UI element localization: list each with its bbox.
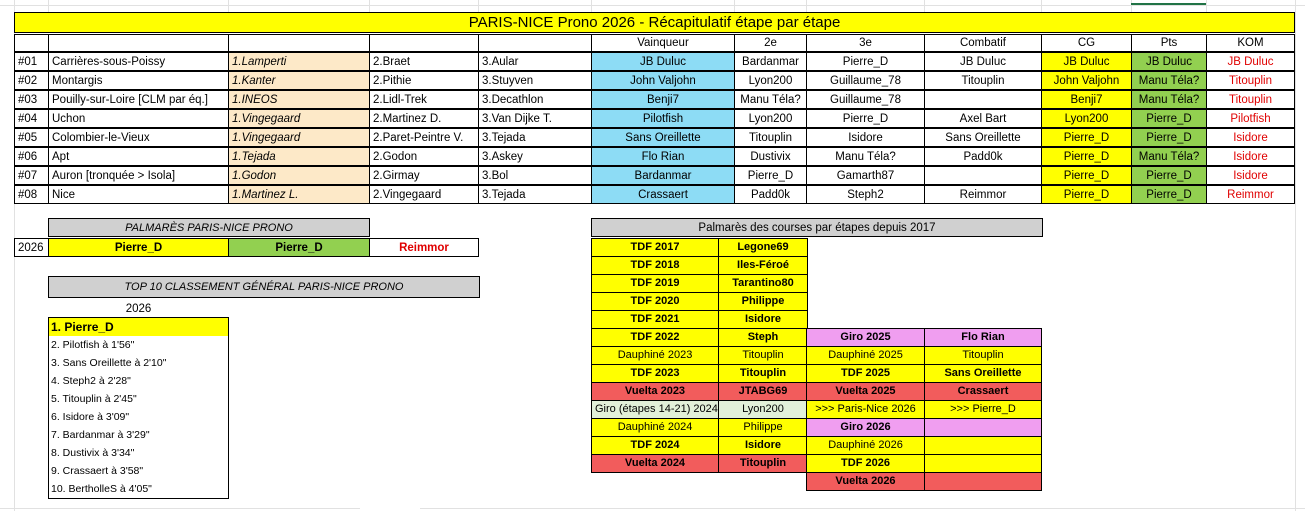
- header-empty-name: [48, 34, 229, 52]
- stage-cell-kom: Isidore: [1206, 166, 1295, 185]
- stage-cell-pts: JB Duluc: [1131, 52, 1207, 71]
- stage-cell-winner: Crassaert: [591, 185, 735, 204]
- stage-cell-winner: Flo Rian: [591, 147, 735, 166]
- stage-cell-p3: 3.Tejada: [478, 185, 592, 204]
- course-winner: JTABG69: [718, 382, 808, 401]
- course-winner: Crassaert: [924, 382, 1042, 401]
- course-race: Dauphiné 2025: [806, 346, 925, 365]
- stage-cell-name: Pouilly-sur-Loire [CLM par éq.]: [48, 90, 229, 109]
- course-winner: Legone69: [718, 238, 808, 257]
- course-race: Giro (étapes 14-21) 2024: [591, 400, 719, 419]
- header-cg: CG: [1041, 34, 1132, 52]
- header-3e: 3e: [806, 34, 925, 52]
- stage-cell-kom: Pilotfish: [1206, 109, 1295, 128]
- palmares-courses-title: Palmarès des courses par étapes depuis 2017: [591, 218, 1043, 237]
- stage-cell-p2: 2.Lidl-Trek: [369, 90, 479, 109]
- stage-cell-p1: 1.Tejada: [228, 147, 370, 166]
- course-winner: Steph: [718, 328, 808, 347]
- course-race: TDF 2025: [806, 364, 925, 383]
- stage-cell-kom: Titouplin: [1206, 71, 1295, 90]
- stage-cell-kom: Titouplin: [1206, 90, 1295, 109]
- stage-cell-p1: 1.INEOS: [228, 90, 370, 109]
- stage-cell-p1: 1.Godon: [228, 166, 370, 185]
- stage-cell-p3: 3.Bol: [478, 166, 592, 185]
- stage-cell-name: Colombier-le-Vieux: [48, 128, 229, 147]
- header-2e: 2e: [734, 34, 807, 52]
- course-race: TDF 2020: [591, 292, 719, 311]
- course-race: TDF 2022: [591, 328, 719, 347]
- header-kom: KOM: [1206, 34, 1295, 52]
- stage-cell-third: Pierre_D: [806, 109, 925, 128]
- stage-cell-name: Auron [tronquée > Isola]: [48, 166, 229, 185]
- course-winner: Titouplin: [718, 364, 808, 383]
- top10-row: 6. Isidore à 3'09": [51, 411, 130, 423]
- stage-cell-num: #01: [14, 52, 49, 71]
- course-race: TDF 2021: [591, 310, 719, 329]
- palmares-prono-kom: Reimmor: [369, 238, 479, 257]
- course-winner: [924, 472, 1042, 491]
- stage-cell-combatif: Titouplin: [924, 71, 1042, 90]
- course-race: Vuelta 2023: [591, 382, 719, 401]
- top10-list: [48, 317, 229, 499]
- top10-row: 9. Crassaert à 3'58": [51, 465, 144, 477]
- stage-cell-pts: Manu Téla?: [1131, 90, 1207, 109]
- course-winner: Titouplin: [718, 346, 808, 365]
- stage-cell-combatif: [924, 166, 1042, 185]
- stage-cell-p3: 3.Decathlon: [478, 90, 592, 109]
- course-winner: [924, 418, 1042, 437]
- course-winner: Tarantino80: [718, 274, 808, 293]
- header-empty-num: [14, 34, 49, 52]
- stage-cell-num: #05: [14, 128, 49, 147]
- stage-cell-cg: Pierre_D: [1041, 166, 1132, 185]
- stage-cell-combatif: Axel Bart: [924, 109, 1042, 128]
- stage-cell-combatif: JB Duluc: [924, 52, 1042, 71]
- stage-cell-p2: 2.Pithie: [369, 71, 479, 90]
- stage-cell-second: Pierre_D: [734, 166, 807, 185]
- stage-cell-combatif: Reimmor: [924, 185, 1042, 204]
- stage-cell-p1: 1.Kanter: [228, 71, 370, 90]
- stage-cell-p2: 2.Braet: [369, 52, 479, 71]
- stage-cell-name: Carrières-sous-Poissy: [48, 52, 229, 71]
- stage-cell-cg: Pierre_D: [1041, 147, 1132, 166]
- course-race: >>> Paris-Nice 2026: [806, 400, 925, 419]
- stage-cell-kom: JB Duluc: [1206, 52, 1295, 71]
- course-race: Vuelta 2026: [806, 472, 925, 491]
- stage-cell-num: #04: [14, 109, 49, 128]
- stage-cell-combatif: [924, 90, 1042, 109]
- course-race: Dauphiné 2026: [806, 436, 925, 455]
- stage-cell-cg: Lyon200: [1041, 109, 1132, 128]
- stage-cell-third: Gamarth87: [806, 166, 925, 185]
- stage-cell-third: Isidore: [806, 128, 925, 147]
- stage-cell-p3: 3.Stuyven: [478, 71, 592, 90]
- stage-cell-second: Padd0k: [734, 185, 807, 204]
- stage-cell-kom: Reimmor: [1206, 185, 1295, 204]
- stage-cell-second: Bardanmar: [734, 52, 807, 71]
- stage-cell-p1: 1.Vingegaard: [228, 109, 370, 128]
- stage-cell-second: Manu Téla?: [734, 90, 807, 109]
- course-race: TDF 2023: [591, 364, 719, 383]
- stage-cell-winner: Sans Oreillette: [591, 128, 735, 147]
- stage-cell-winner: JB Duluc: [591, 52, 735, 71]
- top10-row: 2. Pilotfish à 1'56": [51, 339, 135, 351]
- stage-cell-p3: 3.Van Dijke T.: [478, 109, 592, 128]
- course-winner: Sans Oreillette: [924, 364, 1042, 383]
- course-race: TDF 2024: [591, 436, 719, 455]
- stage-cell-combatif: Sans Oreillette: [924, 128, 1042, 147]
- header-empty-p3: [478, 34, 592, 52]
- course-winner: [924, 436, 1042, 455]
- header-empty-p1: [228, 34, 370, 52]
- stage-cell-winner: Benji7: [591, 90, 735, 109]
- stage-cell-third: Steph2: [806, 185, 925, 204]
- header-empty-p2: [369, 34, 479, 52]
- course-winner: Iles-Féroé: [718, 256, 808, 275]
- palmares-prono-pts: Pierre_D: [228, 238, 370, 257]
- stage-cell-third: Guillaume_78: [806, 71, 925, 90]
- stage-cell-p3: 3.Askey: [478, 147, 592, 166]
- course-winner: Titouplin: [924, 346, 1042, 365]
- stage-cell-winner: John Valjohn: [591, 71, 735, 90]
- stage-cell-p1: 1.Vingegaard: [228, 128, 370, 147]
- course-winner: Isidore: [718, 436, 808, 455]
- course-race: TDF 2017: [591, 238, 719, 257]
- stage-cell-p2: 2.Godon: [369, 147, 479, 166]
- top10-row: 8. Dustivix à 3'34": [51, 447, 135, 459]
- top10-row: 4. Steph2 à 2'28": [51, 375, 131, 387]
- top10-year: 2026: [125, 303, 152, 315]
- top10-title: TOP 10 CLASSEMENT GÉNÉRAL PARIS-NICE PRONO: [48, 276, 480, 298]
- stage-cell-name: Apt: [48, 147, 229, 166]
- stage-cell-kom: Isidore: [1206, 147, 1295, 166]
- course-winner: [924, 454, 1042, 473]
- stage-cell-cg: Pierre_D: [1041, 128, 1132, 147]
- course-winner: Flo Rian: [924, 328, 1042, 347]
- course-race: Vuelta 2025: [806, 382, 925, 401]
- stage-cell-winner: Bardanmar: [591, 166, 735, 185]
- stage-cell-winner: Pilotfish: [591, 109, 735, 128]
- header-combatif: Combatif: [924, 34, 1042, 52]
- course-race: TDF 2026: [806, 454, 925, 473]
- stage-cell-pts: Pierre_D: [1131, 185, 1207, 204]
- course-race: TDF 2019: [591, 274, 719, 293]
- palmares-prono-title: PALMARÈS PARIS-NICE PRONO: [48, 218, 370, 237]
- stage-cell-num: #07: [14, 166, 49, 185]
- stage-cell-pts: Manu Téla?: [1131, 147, 1207, 166]
- stage-cell-pts: Manu Téla?: [1131, 71, 1207, 90]
- course-race: TDF 2018: [591, 256, 719, 275]
- stage-cell-p1: 1.Martinez L.: [228, 185, 370, 204]
- course-winner: >>> Pierre_D: [924, 400, 1042, 419]
- stage-cell-combatif: Padd0k: [924, 147, 1042, 166]
- stage-cell-third: Pierre_D: [806, 52, 925, 71]
- stage-cell-second: Dustivix: [734, 147, 807, 166]
- stage-cell-pts: Pierre_D: [1131, 109, 1207, 128]
- stage-cell-third: Manu Téla?: [806, 147, 925, 166]
- top10-row: 7. Bardanmar à 3'29": [51, 429, 150, 441]
- course-race: Dauphiné 2023: [591, 346, 719, 365]
- stage-cell-p1: 1.Lamperti: [228, 52, 370, 71]
- palmares-prono-year: 2026: [14, 238, 49, 257]
- course-race: Giro 2026: [806, 418, 925, 437]
- stage-cell-p2: 2.Paret-Peintre V.: [369, 128, 479, 147]
- top10-row: 3. Sans Oreillette à 2'10": [51, 357, 167, 369]
- stage-cell-cg: Benji7: [1041, 90, 1132, 109]
- stage-cell-second: Lyon200: [734, 109, 807, 128]
- course-winner: Philippe: [718, 418, 808, 437]
- stage-cell-second: Lyon200: [734, 71, 807, 90]
- course-winner: Titouplin: [718, 454, 808, 473]
- stage-cell-p3: 3.Tejada: [478, 128, 592, 147]
- stage-cell-p2: 2.Girmay: [369, 166, 479, 185]
- top10-row: 5. Titouplin à 2'45": [51, 393, 137, 405]
- stage-cell-p3: 3.Aular: [478, 52, 592, 71]
- header-pts: Pts: [1131, 34, 1207, 52]
- stage-cell-name: Nice: [48, 185, 229, 204]
- course-race: Giro 2025: [806, 328, 925, 347]
- header-vainqueur: Vainqueur: [591, 34, 735, 52]
- course-race: Dauphiné 2024: [591, 418, 719, 437]
- stage-cell-num: #03: [14, 90, 49, 109]
- course-race: Vuelta 2024: [591, 454, 719, 473]
- stage-cell-pts: Pierre_D: [1131, 128, 1207, 147]
- palmares-prono-cg: Pierre_D: [48, 238, 229, 257]
- course-winner: Philippe: [718, 292, 808, 311]
- course-winner: Lyon200: [718, 400, 808, 419]
- stage-cell-name: Montargis: [48, 71, 229, 90]
- stage-cell-pts: Pierre_D: [1131, 166, 1207, 185]
- course-winner: Isidore: [718, 310, 808, 329]
- page-title: PARIS-NICE Prono 2026 - Récapitulatif étape par étape: [14, 12, 1295, 33]
- stage-cell-num: #02: [14, 71, 49, 90]
- stage-cell-num: #08: [14, 185, 49, 204]
- stage-cell-kom: Isidore: [1206, 128, 1295, 147]
- top10-row: 10. BertholleS à 4'05": [51, 483, 152, 495]
- stage-cell-second: Titouplin: [734, 128, 807, 147]
- stage-cell-cg: JB Duluc: [1041, 52, 1132, 71]
- stage-cell-p2: 2.Vingegaard: [369, 185, 479, 204]
- stage-cell-cg: Pierre_D: [1041, 185, 1132, 204]
- stage-cell-num: #06: [14, 147, 49, 166]
- stage-cell-name: Uchon: [48, 109, 229, 128]
- stage-cell-third: Guillaume_78: [806, 90, 925, 109]
- stage-cell-cg: John Valjohn: [1041, 71, 1132, 90]
- top10-row: 1. Pierre_D: [49, 318, 228, 336]
- stage-cell-p2: 2.Martinez D.: [369, 109, 479, 128]
